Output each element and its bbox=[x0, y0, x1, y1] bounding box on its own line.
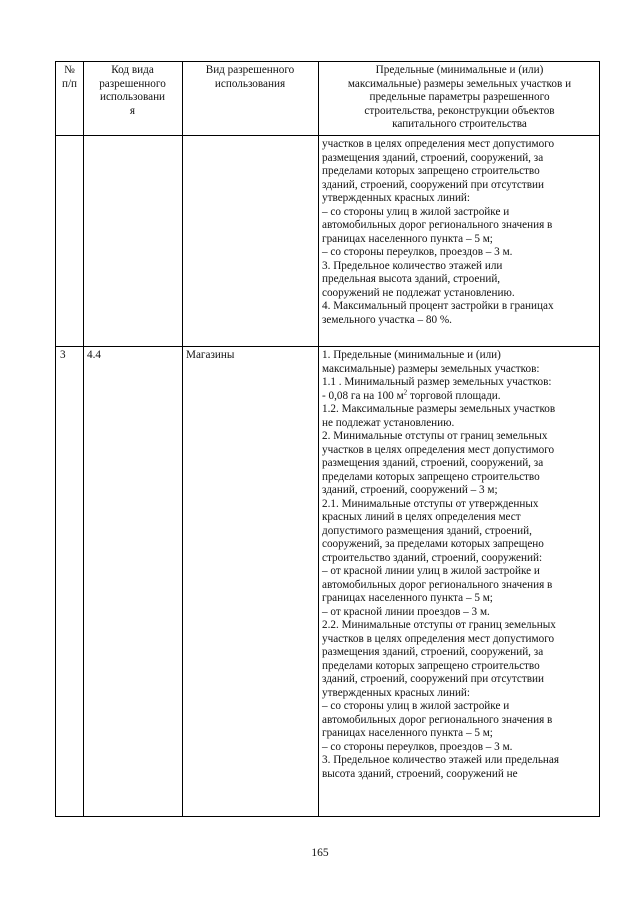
text-line: предельная высота зданий, строений, bbox=[322, 273, 501, 285]
text-line: границах населенного пункта – 5 м; bbox=[322, 232, 493, 245]
text-line: размещения зданий, строений, сооружений, за bbox=[322, 457, 544, 469]
regulations-table bbox=[55, 61, 600, 817]
header-code: Код вида разрешенного использовани я bbox=[99, 64, 166, 117]
text-line: 1.2. Максимальные размеры земельных участков bbox=[322, 403, 556, 415]
text-line: допустимого размещения зданий, строений, bbox=[322, 524, 532, 537]
row-code: 4.4 bbox=[87, 349, 101, 361]
row-divider bbox=[56, 346, 599, 347]
text-line: 2.2. Минимальные отступы от границ земельных bbox=[322, 619, 556, 631]
text-line: утвержденных красных линий: bbox=[322, 686, 471, 699]
text-line: участков в целях определения мест допустимого bbox=[322, 632, 555, 645]
text-line: не подлежат установлению. bbox=[322, 416, 455, 429]
text-line: сооружений не подлежат установлению. bbox=[322, 286, 515, 299]
text-line: сооружений, за пределами которых запрещено bbox=[322, 538, 544, 550]
text-line: пределами которых запрещено строительство bbox=[322, 659, 540, 672]
text-line: автомобильных дорог регионального значения в bbox=[322, 713, 553, 726]
text-line: – со стороны переулков, проездов – 3 м. bbox=[322, 246, 513, 258]
text-line: 1.1 . Минимальный размер земельных участков: bbox=[322, 376, 552, 388]
row-kind: Магазины bbox=[186, 349, 235, 361]
column-divider bbox=[83, 62, 84, 816]
header-number: № п/п bbox=[61, 64, 78, 90]
text-line: границах населенного пункта – 5 м; bbox=[322, 592, 493, 604]
text-line-area: - 0,08 га на 100 $м^2$ торговой площади. bbox=[322, 387, 501, 402]
column-divider bbox=[182, 62, 183, 816]
text-line: строительство зданий, строений, сооружений: bbox=[322, 551, 543, 564]
page-number: 165 bbox=[311, 847, 329, 859]
text-line: 3. Предельное количество этажей или bbox=[322, 259, 503, 272]
text-line: – со стороны улиц в жилой застройке и bbox=[322, 205, 510, 218]
text-line: 4. Максимальный процент застройки в границах bbox=[322, 300, 554, 312]
text-line: – от красной линии улиц в жилой застройке и bbox=[322, 565, 540, 577]
text-line: размещения зданий, строений, сооружений, за bbox=[322, 151, 544, 164]
text-line: красных линий в целях определения мест bbox=[322, 511, 521, 523]
text-line: утвержденных красных линий: bbox=[322, 192, 471, 204]
text-line: – со стороны улиц в жилой застройке и bbox=[322, 700, 510, 712]
text-line: зданий, строений, сооружений при отсутствии bbox=[322, 178, 545, 191]
text-line: границах населенного пункта – 5 м; bbox=[322, 727, 493, 739]
text-line: 2.1. Минимальные отступы от утвержденных bbox=[322, 497, 539, 510]
text-line: 1. Предельные (минимальные и (или) bbox=[322, 349, 501, 361]
text-line: размещения зданий, строений, сооружений, за bbox=[322, 646, 544, 658]
superscript-exponent: 2 bbox=[403, 387, 408, 396]
row-divider bbox=[56, 135, 599, 136]
text-line: участков в целях определения мест допустимого bbox=[322, 443, 555, 456]
text-line: участков в целях определения мест допустимого bbox=[322, 138, 555, 150]
text-line: 3. Предельное количество этажей или предельная bbox=[322, 754, 560, 766]
text-line: максимальные) размеры земельных участков: bbox=[322, 362, 540, 375]
text-line: зданий, строений, сооружений при отсутствии bbox=[322, 673, 545, 685]
header-kind: Вид разрешенного использования bbox=[205, 64, 295, 90]
text-line: зданий, строений, сооружений – 3 м; bbox=[322, 484, 498, 496]
text-line: 2. Минимальные отступы от границ земельных bbox=[322, 430, 548, 442]
text-line: пределами которых запрещено строительство bbox=[322, 165, 540, 177]
text-line: автомобильных дорог регионального значения в bbox=[322, 578, 553, 591]
text-line: высота зданий, строений, сооружений не bbox=[322, 767, 518, 780]
text-line: пределами которых запрещено строительство bbox=[322, 470, 540, 483]
text-line: – от красной линии проездов – 3 м. bbox=[322, 605, 490, 618]
column-divider bbox=[318, 62, 319, 816]
continued-params-cell bbox=[322, 138, 599, 327]
row-number: 3 bbox=[60, 349, 66, 361]
row-params-cell bbox=[322, 349, 599, 781]
text-line: земельного участка – 80 %. bbox=[322, 313, 452, 326]
text-line: – со стороны переулков, проездов – 3 м. bbox=[322, 740, 513, 753]
header-params: Предельные (минимальные и (или) максимальные) размеры земельных участков и предельные параметры разрешенного строительства, реконструкции объектов капитального строительства bbox=[347, 64, 572, 130]
text-line: автомобильных дорог регионального значения в bbox=[322, 219, 553, 231]
